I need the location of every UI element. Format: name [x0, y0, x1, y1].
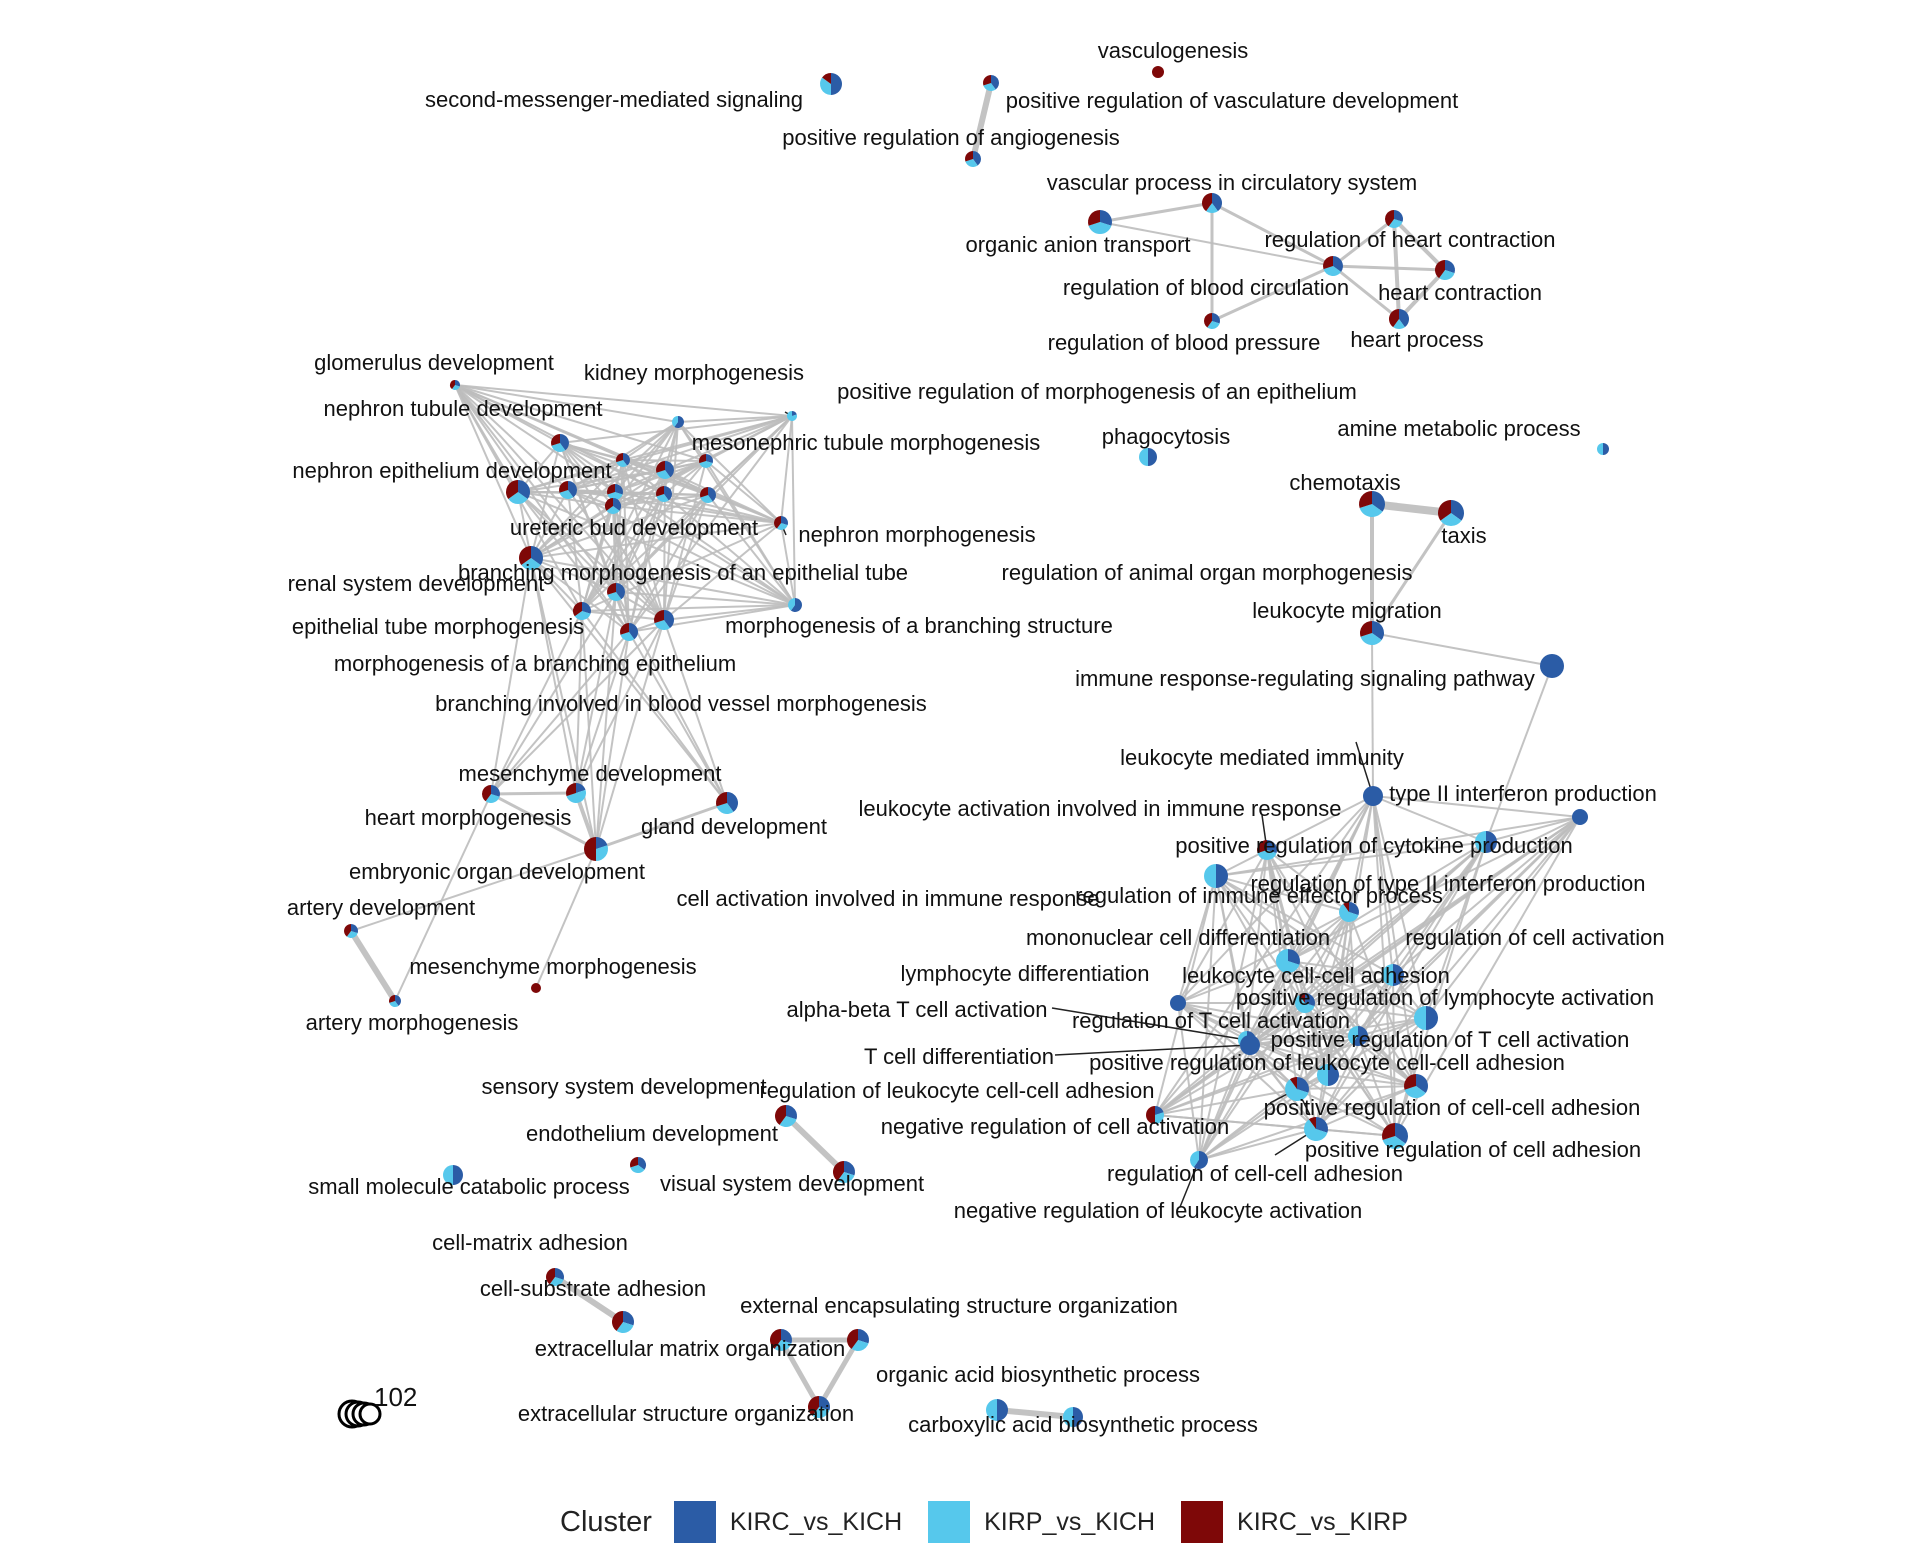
- node-label-visual: visual system development: [659, 1171, 925, 1196]
- node-label-pos-reg-leuk-adhesion: positive regulation of leukocyte cell-cell adhesion: [1089, 1050, 1565, 1075]
- node-label-leukocyte-migration: leukocyte migration: [1252, 598, 1442, 623]
- network-edge: [623, 460, 706, 461]
- node-label-mesonephric: mesonephric tubule morphogenesis: [691, 430, 1041, 455]
- node-label-heart-contraction: heart contraction: [1378, 280, 1542, 305]
- pie-node-hp: [1389, 309, 1409, 329]
- pie-node-pra: [965, 151, 981, 167]
- node-label-pos-reg-angiogenesis: positive regulation of angiogenesis: [782, 125, 1120, 150]
- node-label-artery-dev: artery development: [286, 895, 476, 920]
- pie-node-ub: [607, 484, 623, 500]
- node-label-immune-resp-signaling: immune response-regulating signaling pathway: [1075, 666, 1535, 691]
- legend-item-kirc-vs-kirp: [1181, 1501, 1408, 1543]
- pie-node-nm: [700, 487, 716, 503]
- pie-node-mm: [531, 983, 541, 993]
- pie-node-sms: [820, 73, 842, 95]
- network-edge: [1100, 203, 1212, 222]
- node-label-vasculogenesis: vasculogenesis: [1097, 38, 1249, 63]
- node-label-heart-morph: heart morphogenesis: [364, 805, 572, 830]
- node-label-leukocyte-mediated: leukocyte mediated immunity: [1120, 745, 1404, 770]
- pie-slice: [1148, 448, 1157, 466]
- node-label-extracellular-struct: extracellular structure organization: [517, 1401, 855, 1426]
- pie-slice: [1572, 809, 1588, 825]
- pie-node-nep: [506, 480, 530, 504]
- pie-node-hc: [1435, 260, 1455, 280]
- node-label-reg-animal-organ-morph: regulation of animal organ morphogenesis: [1001, 560, 1413, 585]
- node-label-heart-process: heart process: [1350, 327, 1484, 352]
- node-label-ureteric: ureteric bud development: [509, 515, 759, 540]
- network-edge: [1486, 666, 1552, 842]
- pie-node-am: [389, 995, 401, 1007]
- pie-node-prm: [787, 411, 797, 421]
- node-label-neg-reg-cell-act: negative regulation of cell activation: [880, 1114, 1230, 1139]
- node-label-leukocyte-adhesion: leukocyte cell-cell adhesion: [1182, 963, 1450, 988]
- node-label-artery-morph: artery morphogenesis: [305, 1010, 519, 1035]
- node-label-gland: gland development: [641, 814, 827, 839]
- legend-swatch-kirc-vs-kirp: [1181, 1501, 1223, 1543]
- pie-node-rao: [788, 598, 802, 612]
- pie-slice: [584, 837, 596, 861]
- pie-node-hm: [716, 792, 738, 814]
- node-label-morph-branching-structure: morphogenesis of a branching structure: [725, 613, 1113, 638]
- network-edge: [491, 793, 576, 794]
- pie-node-bmet: [607, 583, 625, 601]
- node-label-second-messenger: second-messenger-mediated signaling: [425, 87, 803, 112]
- network-labels: [287, 38, 1665, 1437]
- pie-node-ntd: [551, 434, 569, 452]
- legend-title: Cluster: [560, 1505, 652, 1538]
- pie-node-phago: [1139, 448, 1157, 466]
- network-edge: [1372, 633, 1552, 666]
- pie-node-csa: [612, 1311, 634, 1333]
- pie-slice: [1603, 443, 1609, 455]
- cluster-legend: [560, 1497, 1434, 1547]
- node-label-amine: amine metabolic process: [1337, 416, 1581, 441]
- pie-slice: [831, 73, 842, 95]
- node-label-nephron-tubule: nephron tubule development: [323, 396, 603, 421]
- network-edge: [786, 1116, 844, 1172]
- pie-node-lm: [1360, 621, 1384, 645]
- pie-node-mbs: [654, 610, 674, 630]
- node-label-nephron-morph: nephron morphogenesis: [798, 522, 1036, 547]
- node-label-small-molecule: small molecule catabolic process: [308, 1174, 630, 1199]
- pie-node-t2i: [1572, 809, 1588, 825]
- pie-node-oat: [1088, 210, 1112, 234]
- node-label-cell-matrix: cell-matrix adhesion: [432, 1230, 628, 1255]
- pie-node-ned: [559, 481, 577, 499]
- size-legend-overlap: [339, 1382, 417, 1427]
- pie-node-eod: [584, 837, 608, 861]
- pie-node-irs: [1540, 654, 1564, 678]
- node-label-neg-reg-leuk-act: negative regulation of leukocyte activation: [953, 1198, 1363, 1223]
- node-label-pos-reg-vasculature: positive regulation of vasculature development: [1005, 88, 1459, 113]
- node-label-nephron-epith: nephron epithelium development: [292, 458, 612, 483]
- network-edge: [1372, 633, 1373, 796]
- node-label-reg-blood-pressure: regulation of blood pressure: [1047, 330, 1321, 355]
- pie-node-lmi: [1363, 786, 1383, 806]
- node-label-reg-cell-activation: regulation of cell activation: [1405, 925, 1665, 950]
- node-label-pos-reg-cc-adhesion: positive regulation of cell-cell adhesion: [1263, 1095, 1641, 1120]
- pie-node-meso: [656, 461, 674, 479]
- node-label-reg-leuk-adhesion: regulation of leukocyte cell-cell adhesion: [759, 1078, 1155, 1103]
- legend-item-kirc-vs-kich: [674, 1501, 902, 1543]
- pie-node-nm2: [774, 516, 788, 530]
- pie-node-rbp: [1204, 313, 1220, 329]
- pie-node-n1: [616, 453, 630, 467]
- node-label-type2-ifn: type II interferon production: [1389, 781, 1657, 806]
- node-label-phagocytosis: phagocytosis: [1101, 424, 1231, 449]
- node-label-pos-reg-cell-adhesion: positive regulation of cell adhesion: [1304, 1137, 1642, 1162]
- node-label-leuk-act-immune: leukocyte activation involved in immune response: [858, 796, 1342, 821]
- pie-node-vpc: [1202, 193, 1222, 213]
- node-label-pos-reg-cytokine: positive regulation of cytokine production: [1175, 833, 1573, 858]
- node-label-ecm-org: extracellular matrix organization: [534, 1336, 846, 1361]
- pie-node-ema: [847, 1329, 869, 1351]
- legend-label-kirp-vs-kich: KIRP_vs_KICH: [984, 1507, 1156, 1536]
- node-label-epith-tube-morph: epithelial tube morphogenesis: [291, 614, 585, 639]
- pie-node-n2: [699, 454, 713, 468]
- pie-node-ned2: [605, 498, 621, 514]
- pie-node-ad: [344, 924, 358, 938]
- node-label-reg-t-cell-act: regulation of T cell activation: [1071, 1008, 1351, 1033]
- node-label-ext-encapsulating: external encapsulating structure organization: [740, 1293, 1178, 1318]
- pie-node-ssd: [775, 1105, 797, 1127]
- node-label-reg-heart-contraction: regulation of heart contraction: [1264, 227, 1556, 252]
- legend-label-kirc-vs-kirp: KIRC_vs_KIRP: [1237, 1507, 1408, 1536]
- node-label-reg-blood-circulation: regulation of blood circulation: [1062, 275, 1350, 300]
- node-label-cell-substrate: cell-substrate adhesion: [479, 1276, 707, 1301]
- node-label-mononuclear: mononuclear cell differentiation: [1025, 925, 1331, 950]
- network-edge: [1333, 266, 1445, 270]
- node-label-lymphocyte-diff: lymphocyte differentiation: [900, 961, 1150, 986]
- node-label-chemotaxis: chemotaxis: [1289, 470, 1401, 495]
- node-label-vascular-process: vascular process in circulatory system: [1046, 170, 1418, 195]
- node-label-reg-cell-adhesion: regulation of cell-cell adhesion: [1107, 1161, 1403, 1186]
- pie-node-glo: [450, 380, 460, 390]
- legend-swatch-kirc-vs-kich: [674, 1501, 716, 1543]
- node-label-cell-act-immune: cell activation involved in immune response: [676, 886, 1100, 911]
- node-label-sensory: sensory system development: [481, 1074, 767, 1099]
- node-label-reg-type2-ifn: regulation of type II interferon production: [1250, 871, 1646, 896]
- node-label-pos-reg-morph-epith: positive regulation of morphogenesis of an epithelium: [837, 379, 1357, 404]
- node-label-mesenchyme-dev: mesenchyme development: [458, 761, 722, 786]
- pie-slice: [1152, 66, 1164, 78]
- node-label-organic-acid-bio: organic acid biosynthetic process: [875, 1362, 1201, 1387]
- pie-node-ed: [630, 1157, 646, 1173]
- pie-slice: [1363, 786, 1383, 806]
- node-label-glomerulus: glomerulus development: [314, 350, 554, 375]
- pie-slice: [1540, 654, 1564, 678]
- pie-node-rbc: [1323, 256, 1343, 276]
- node-label-branching-blood-vessel: branching involved in blood vessel morphogenesis: [435, 691, 927, 716]
- legend-label-kirc-vs-kich: KIRC_vs_KICH: [729, 1507, 903, 1536]
- pie-node-prv: [983, 75, 999, 91]
- node-label-taxis: taxis: [1441, 523, 1487, 548]
- node-label-carboxylic: carboxylic acid biosynthetic process: [908, 1412, 1258, 1437]
- pie-slice: [1139, 448, 1148, 466]
- node-label-t-cell-diff: T cell differentiation: [864, 1044, 1054, 1069]
- pie-node-n3: [656, 486, 672, 502]
- node-label-reg-immune-effector: regulation of immune effector process: [1075, 883, 1443, 908]
- node-label-pos-reg-lymphocyte: positive regulation of lymphocyte activation: [1235, 985, 1655, 1010]
- legend-swatch-kirp-vs-kich: [928, 1501, 970, 1543]
- node-label-alpha-beta: alpha-beta T cell activation: [786, 997, 1048, 1022]
- pie-node-md: [482, 785, 500, 803]
- node-label-kidney-morph: kidney morphogenesis: [583, 360, 805, 385]
- node-label-embryonic-organ: embryonic organ development: [349, 859, 645, 884]
- node-label-renal: renal system development: [287, 571, 545, 596]
- pie-node-kid: [672, 416, 684, 428]
- node-label-endothelium: endothelium development: [526, 1121, 778, 1146]
- node-label-branching-epith-tube: branching morphogenesis of an epithelial tube: [457, 560, 909, 585]
- node-label-morph-branching-epith: morphogenesis of a branching epithelium: [333, 651, 737, 676]
- node-label-mesenchyme-morph: mesenchyme morphogenesis: [409, 954, 697, 979]
- pie-slice: [1597, 443, 1603, 455]
- legend-item-kirp-vs-kich: [928, 1501, 1155, 1543]
- node-label-pos-reg-t-cell: positive regulation of T cell activation: [1270, 1027, 1630, 1052]
- pie-node-amine: [1597, 443, 1609, 455]
- network-edge: [351, 931, 395, 1001]
- node-label-organic-anion: organic anion transport: [965, 232, 1191, 257]
- pie-node-vasc: [1152, 66, 1164, 78]
- size-legend-text: 102: [374, 1382, 418, 1412]
- pie-node-rhc: [1385, 210, 1403, 228]
- pie-node-mbe: [620, 623, 638, 641]
- pie-slice: [531, 983, 541, 993]
